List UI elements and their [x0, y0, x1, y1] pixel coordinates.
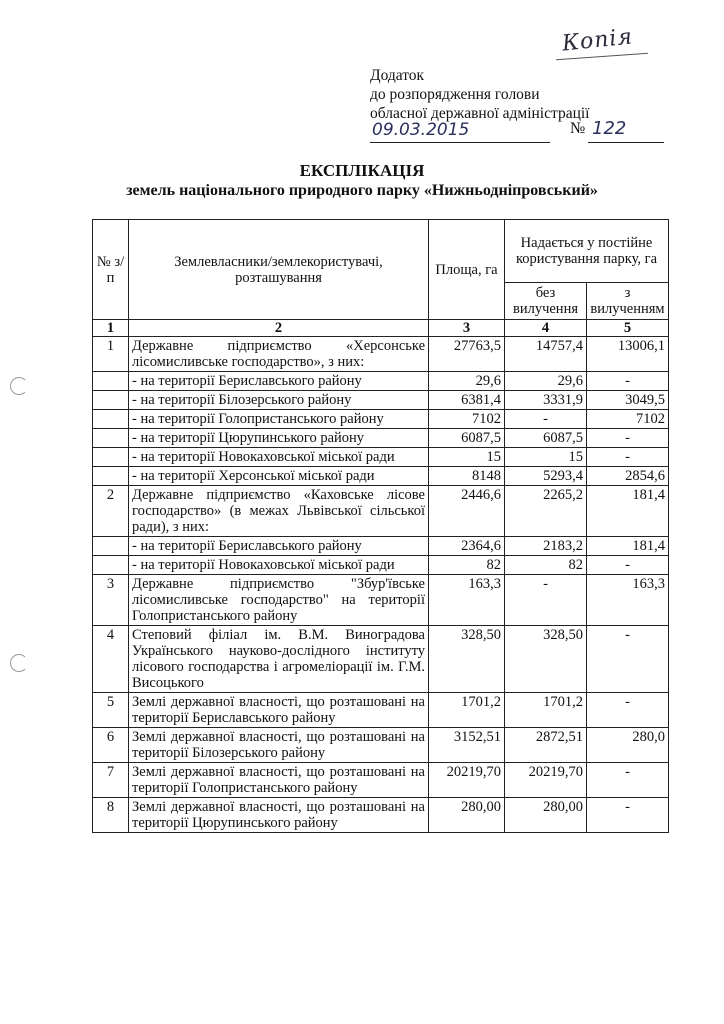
row-with-withdrawal: -	[587, 372, 669, 391]
row-without-withdrawal: 15	[505, 448, 587, 467]
row-number	[93, 429, 129, 448]
table-row	[93, 763, 669, 798]
table-row	[93, 391, 669, 410]
row-number: 8	[93, 798, 129, 833]
row-with-withdrawal: 2854,6	[587, 467, 669, 486]
header-provided: Надається у постійне користування парку, га	[505, 220, 669, 283]
table-row	[93, 556, 669, 575]
table-row	[93, 337, 669, 372]
row-area: 328,50	[429, 626, 505, 693]
row-number	[93, 448, 129, 467]
addendum-line-1: Додаток	[370, 67, 425, 84]
order-date: 09.03.2015	[372, 120, 470, 140]
table-row	[93, 693, 669, 728]
row-with-withdrawal: -	[587, 693, 669, 728]
addendum-block	[370, 66, 589, 123]
table-row	[93, 626, 669, 693]
row-without-withdrawal: -	[505, 410, 587, 429]
table-row	[93, 486, 669, 537]
row-number	[93, 467, 129, 486]
row-area: 27763,5	[429, 337, 505, 372]
row-owner: Землі державної власності, що розташовані на території Цюрупинського району	[129, 798, 429, 833]
row-area: 163,3	[429, 575, 505, 626]
row-with-withdrawal: -	[587, 763, 669, 798]
row-owner: Державне підприємство «Херсонське лісомисливське господарство», з них:	[129, 337, 429, 372]
row-with-withdrawal: -	[587, 626, 669, 693]
row-number: 7	[93, 763, 129, 798]
row-area: 6381,4	[429, 391, 505, 410]
row-owner: - на території Херсонської міської ради	[129, 467, 429, 486]
column-numbers-row	[93, 320, 669, 337]
row-area: 280,00	[429, 798, 505, 833]
order-number: 122	[592, 118, 627, 139]
copy-stamp: Копія	[560, 24, 635, 57]
row-area: 1701,2	[429, 693, 505, 728]
header-area: Площа, га	[429, 220, 505, 320]
row-without-withdrawal: 6087,5	[505, 429, 587, 448]
row-with-withdrawal: -	[587, 448, 669, 467]
colnum-5: 5	[587, 320, 669, 337]
row-owner: - на території Новокаховської міської ради	[129, 448, 429, 467]
row-area: 82	[429, 556, 505, 575]
row-without-withdrawal: -	[505, 575, 587, 626]
row-number	[93, 410, 129, 429]
row-area: 8148	[429, 467, 505, 486]
row-without-withdrawal: 5293,4	[505, 467, 587, 486]
row-with-withdrawal: 163,3	[587, 575, 669, 626]
row-with-withdrawal: 181,4	[587, 486, 669, 537]
row-with-withdrawal: -	[587, 556, 669, 575]
addendum-line-3: обласної державної адміністрації	[370, 105, 590, 122]
table-row	[93, 467, 669, 486]
row-owner: - на території Новокаховської міської ради	[129, 556, 429, 575]
date-number-line	[370, 120, 670, 146]
table-row	[93, 798, 669, 833]
header-owner: Землевласники/землекористувачі, розташування	[129, 220, 429, 320]
row-with-withdrawal: 181,4	[587, 537, 669, 556]
row-with-withdrawal: 7102	[587, 410, 669, 429]
row-owner: - на території Білозерського району	[129, 391, 429, 410]
row-number	[93, 556, 129, 575]
header-with-withdrawal: з вилученням	[587, 283, 669, 320]
row-without-withdrawal: 1701,2	[505, 693, 587, 728]
row-owner: Землі державної власності, що розташовані на території Білозерського району	[129, 728, 429, 763]
row-number: 5	[93, 693, 129, 728]
row-number	[93, 372, 129, 391]
table-row	[93, 728, 669, 763]
row-number: 1	[93, 337, 129, 372]
row-number: 3	[93, 575, 129, 626]
row-with-withdrawal: 13006,1	[587, 337, 669, 372]
row-number	[93, 391, 129, 410]
row-with-withdrawal: 3049,5	[587, 391, 669, 410]
row-area: 20219,70	[429, 763, 505, 798]
row-owner: Державне підприємство "Збур'ївське лісомисливське господарство" на території Голопристанського району	[129, 575, 429, 626]
row-without-withdrawal: 2872,51	[505, 728, 587, 763]
document-subtitle: земель національного природного парку «Нижньодніпровський»	[126, 182, 598, 199]
header-no: № з/п	[93, 220, 129, 320]
row-without-withdrawal: 2183,2	[505, 537, 587, 556]
binder-hole-top	[10, 377, 28, 395]
colnum-4: 4	[505, 320, 587, 337]
colnum-3: 3	[429, 320, 505, 337]
row-without-withdrawal: 3331,9	[505, 391, 587, 410]
row-without-withdrawal: 328,50	[505, 626, 587, 693]
binder-hole-bottom	[10, 654, 28, 672]
row-with-withdrawal: 280,0	[587, 728, 669, 763]
addendum-line-2: до розпорядження голови	[370, 86, 540, 103]
row-owner: Державне підприємство «Каховське лісове господарство» (в межах Львівської сільської ради), з них:	[129, 486, 429, 537]
header-without-withdrawal: без вилучення	[505, 283, 587, 320]
row-area: 15	[429, 448, 505, 467]
table-row	[93, 429, 669, 448]
row-number: 6	[93, 728, 129, 763]
row-without-withdrawal: 20219,70	[505, 763, 587, 798]
row-number: 4	[93, 626, 129, 693]
row-area: 29,6	[429, 372, 505, 391]
row-owner: - на території Бериславського району	[129, 537, 429, 556]
number-label: №	[570, 120, 586, 137]
row-area: 3152,51	[429, 728, 505, 763]
row-without-withdrawal: 280,00	[505, 798, 587, 833]
number-underline	[588, 142, 664, 143]
explication-table	[92, 219, 669, 833]
row-with-withdrawal: -	[587, 798, 669, 833]
row-number	[93, 537, 129, 556]
row-without-withdrawal: 2265,2	[505, 486, 587, 537]
row-owner: Землі державної власності, що розташовані на території Бериславського району	[129, 693, 429, 728]
row-without-withdrawal: 29,6	[505, 372, 587, 391]
row-area: 2446,6	[429, 486, 505, 537]
row-owner: - на території Голопристанського району	[129, 410, 429, 429]
table-row	[93, 448, 669, 467]
row-without-withdrawal: 82	[505, 556, 587, 575]
row-owner: - на території Цюрупинського району	[129, 429, 429, 448]
colnum-1: 1	[93, 320, 129, 337]
document-title: ЕКСПЛІКАЦІЯ	[299, 161, 425, 180]
row-owner: Землі державної власності, що розташовані на території Голопристанського району	[129, 763, 429, 798]
row-area: 7102	[429, 410, 505, 429]
colnum-2: 2	[129, 320, 429, 337]
row-with-withdrawal: -	[587, 429, 669, 448]
table-row	[93, 575, 669, 626]
row-area: 6087,5	[429, 429, 505, 448]
table-row	[93, 410, 669, 429]
table-row	[93, 537, 669, 556]
row-owner: Степовий філіал ім. В.М. Виноградова Українського науково-дослідного інституту лісового господарства і агромеліорації ім. Г.М. Висоцького	[129, 626, 429, 693]
table-row	[93, 372, 669, 391]
row-number: 2	[93, 486, 129, 537]
row-owner: - на території Бериславського району	[129, 372, 429, 391]
row-without-withdrawal: 14757,4	[505, 337, 587, 372]
row-area: 2364,6	[429, 537, 505, 556]
date-underline	[370, 142, 550, 143]
